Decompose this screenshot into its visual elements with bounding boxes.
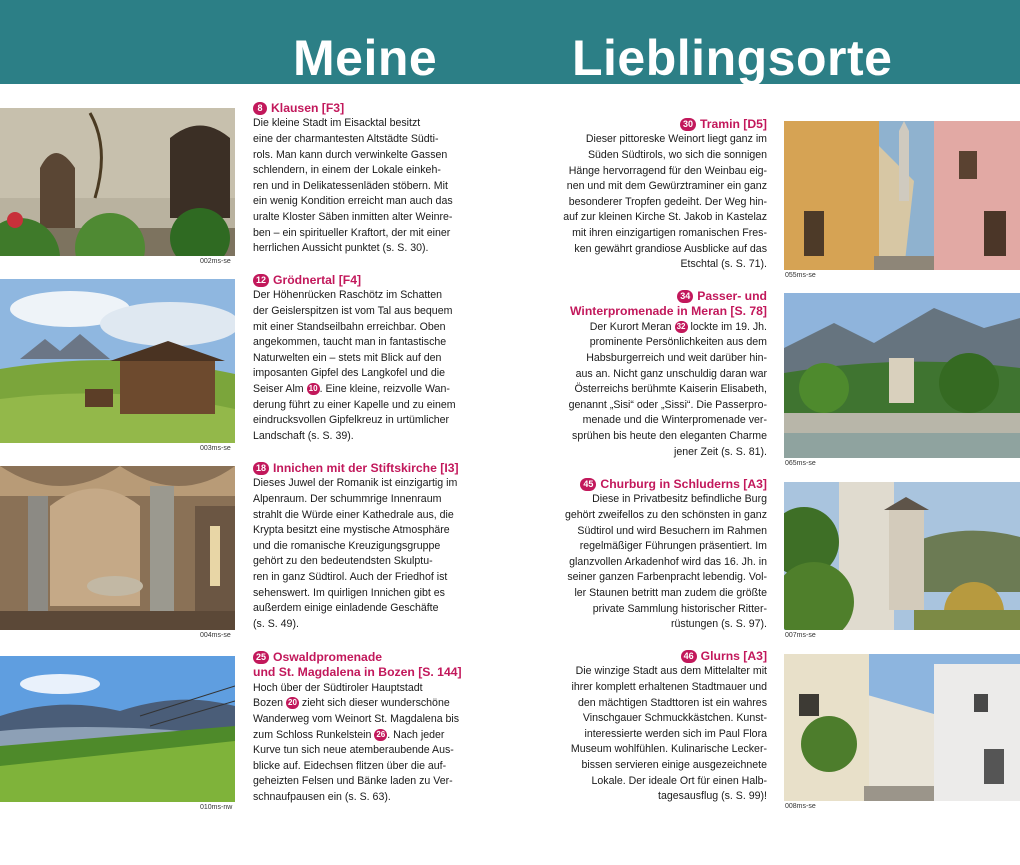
photo-credit: 055ms-se (785, 272, 816, 279)
entry-text (555, 320, 767, 460)
entry-heading (555, 117, 767, 132)
entry-title: Klausen [F3] (271, 101, 345, 115)
entry-heading (253, 273, 463, 288)
title-word-lieblingsorte: Lieblingsorte (572, 30, 893, 86)
location-number-badge: 12 (253, 274, 269, 287)
entry-text-part: Hoch über der Südtiroler Hauptstadt Bozen (253, 681, 423, 710)
entry-heading (253, 650, 463, 665)
inline-location-badge: 10 (307, 383, 320, 395)
entry-innichen (253, 461, 463, 632)
entry-text: Die kleine Stadt im Eisacktal besitzt eine der charmantesten Altstädte Südti- rols. Man kann durch verwinkelte Gassen schlendern, in einem der Lokale einkeh- ren und in Delikatessenläden stöbern. Mit ein wenig Kondition erreicht man auch das uralte Kloster Säben inmitten alter Weinre- ben – ein spiritueller Kraftort, der mit einer herrlichen Aussicht punktet (s. S. 30). (253, 117, 453, 255)
entry-title-line2: Winterpromenade in Meran [S. 78] (570, 304, 767, 319)
photo-credit: 008ms-se (785, 803, 816, 810)
title-word-meine: Meine (293, 30, 438, 86)
entry-text-part: . Eine kleine, reizvolle Wan- derung führt zu einer Kapelle und zu einem eindrucksvollen Gipfelkreuz in urtümlicher Landschaft (s. S. 39). (253, 382, 456, 442)
location-number-badge: 18 (253, 462, 269, 475)
entry-text: Dieses Juwel der Romanik ist einzigartig im Alpenraum. Der schummrige Innenraum strahlt die Würde einer Kathedrale aus, die Krypta besitzt eine mystische Atmosphäre und die romanische Kreuzigungsgruppe gehört zu den bedeutendsten Skulptu- ren in ganz Südtirol. Auch der Friedhof ist sehenswert. Im quirligen Innichen gibt es außerdem einige einladende Geschäfte (s. S. 49). (253, 477, 458, 630)
photo-credit: 003ms-se (200, 445, 231, 452)
title-banner (0, 0, 1020, 84)
entry-text-part: Der Kurort Meran (589, 320, 675, 333)
entry-heading (253, 461, 463, 476)
entry-glurns (555, 649, 767, 805)
photo-innichen-crypt (0, 466, 235, 630)
entry-groednertal (253, 273, 463, 444)
entry-text: Die winzige Stadt aus dem Mittelalter mit ihrer komplett erhaltenen Stadtmauer und den mächtigen Stadttoren ist ein wahres Vinschgauer Schmuckkästchen. Kunst- interessierte werden sich im Paul Flora Museum wohlfühlen. Kulinarische Lecker- bissen servieren einige ausgezeichnete Lokale. Der ideale Ort für einen Halb- tagesausflug (s. S. 99)! (570, 665, 767, 803)
entry-title-line2: und St. Magdalena in Bozen [S. 144] (253, 665, 462, 680)
entry-klausen (253, 101, 463, 257)
photo-oswaldpromenade (0, 656, 235, 802)
entry-title: Innichen mit der Stiftskirche [I3] (273, 461, 459, 475)
photo-groednertal (0, 279, 235, 443)
location-number-badge: 46 (681, 650, 697, 663)
photo-credit: 004ms-se (200, 632, 231, 639)
inline-location-badge: 26 (374, 729, 387, 741)
entry-churburg (555, 477, 767, 633)
entry-title: Tramin [D5] (699, 117, 767, 131)
entry-text: Diese in Privatbesitz befindliche Burg gehört zweifellos zu den schönsten in ganz Südtirol und wird Besuchern im Rahmen regelmäßiger Führungen präsentiert. Im glanzvollen Arkadenhof wird das 16. Jh. in seiner ganzen Farbenpracht lebendig. Vol- ler Staunen betritt man zudem die größte private Sammlung historischer Ritter- rüstungen (s. S. 97). (565, 493, 767, 631)
entry-text-part: . Nach jeder Kurve tun sich neue atemberaubende Aus- blicke auf. Eidechsen flitzen über die auf- geheizten Felsen und Bänke laden zu Ver- schnaufpausen ein (s. S. 63). (253, 728, 454, 803)
photo-churburg (784, 482, 1020, 630)
entry-heading (253, 101, 463, 116)
location-number-badge: 34 (677, 290, 693, 303)
entry-oswaldpromenade (253, 650, 463, 806)
entry-text (253, 288, 463, 444)
entry-title: Passer- und (697, 289, 767, 303)
photo-tramin (784, 121, 1020, 270)
entry-meran (555, 289, 767, 460)
photo-credit: 002ms-se (200, 258, 231, 265)
entry-heading (555, 289, 767, 304)
photo-glurns (784, 654, 1020, 801)
photo-klausen (0, 108, 235, 256)
photo-credit: 007ms-se (785, 632, 816, 639)
location-number-badge: 25 (253, 651, 269, 664)
entry-tramin (555, 117, 767, 273)
photo-meran (784, 293, 1020, 458)
entry-title: Oswaldpromenade (273, 650, 383, 664)
photo-credit: 065ms-se (785, 460, 816, 467)
entry-text-part: Der Höhenrücken Raschötz im Schatten der Geislerspitzen ist vom Tal aus bequem mit einer Standseilbahn erreichbar. Oben angekommen, taucht man in fantastische Naturwelten ein – stets mit Blick auf den imposanten Gipfel des Langkofel und die Seiser Alm (253, 289, 453, 395)
entry-text (253, 681, 463, 806)
entry-title: Glurns [A3] (700, 649, 767, 663)
inline-location-badge: 20 (286, 697, 299, 709)
inline-location-badge: 32 (675, 321, 688, 333)
entry-text: Dieser pittoreske Weinort liegt ganz im Süden Südtirols, wo sich die sonnigen Hänge hervorragend für den Weinbau eig- nen und mit dem Gewürztraminer ein ganz besonderer Tropfen gedeiht. Der Weg hin- auf zur kleinen Kirche St. Jakob in Kastelaz mit ihren einzigartigen romanischen Fres- ken gewährt grandiose Ausblicke auf das Etschtal (s. S. 71). (563, 133, 767, 271)
entry-text-part: lockte im 19. Jh. prominente Persönlichkeiten aus dem Habsburgerreich und weit darüber hin- aus an. Nicht ganz unschuldig daran war Österreichs berühmte Kaiserin Elisabeth, genannt „Sisi“ oder „Sissi“. Die Passerpro- menade und die Winterpromenade ver- sprühen bis heute den eleganten Charme jener Zeit (s. S. 81). (568, 320, 767, 458)
entry-title: Grödnertal [F4] (273, 273, 362, 287)
entry-heading (555, 477, 767, 492)
photo-credit: 010ms-nw (200, 804, 233, 811)
entry-text-part: zieht sich dieser wunderschöne Wanderweg vom Weinort St. Magdalena bis zum Schloss Runkelstein (253, 697, 460, 741)
location-number-badge: 8 (253, 102, 267, 115)
entry-heading (555, 649, 767, 664)
entry-title: Churburg in Schluderns [A3] (600, 477, 767, 491)
location-number-badge: 30 (680, 118, 696, 131)
location-number-badge: 45 (580, 478, 596, 491)
